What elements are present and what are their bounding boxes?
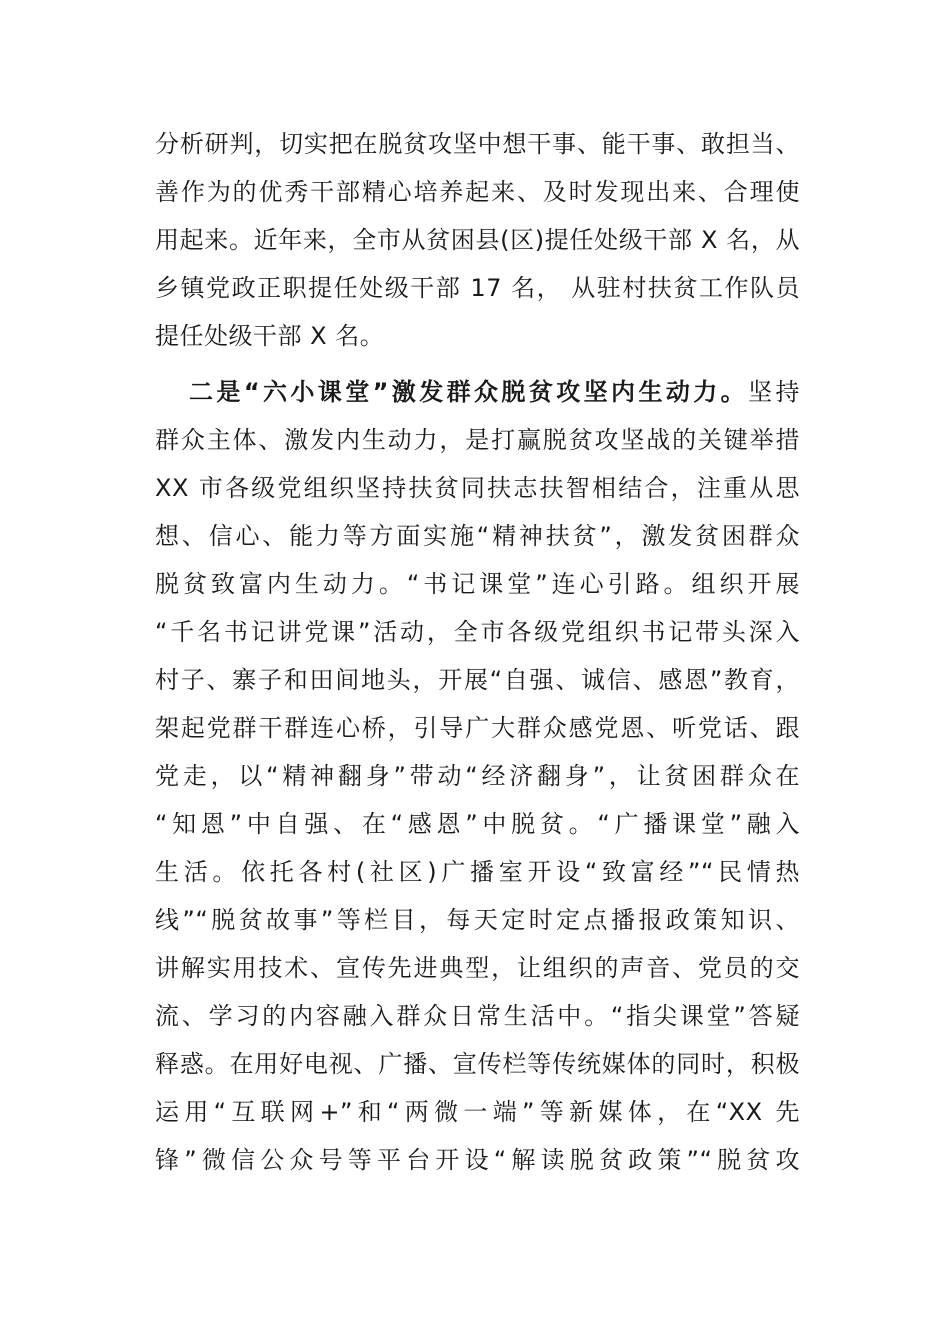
paragraph-1 [155, 120, 800, 360]
text-line: 释惑。在用好电视、广播、宣传栏等传统媒体的同时，积极 [155, 1050, 800, 1078]
text-line: 锋”微信公众号等平台开设“解读脱贫政策”“脱贫攻 [155, 1146, 800, 1174]
text-line: 党走，以“精神翻身”带动“经济翻身”，让贫困群众在 [155, 762, 800, 790]
text-line: 用起来。近年来，全市从贫困县(区)提任处级干部 X 名，从 [155, 226, 800, 254]
text-line: 流、学习的内容融入群众日常生活中。“指尖课堂”答疑 [155, 1002, 800, 1030]
text-line: 善作为的优秀干部精心培养起来、及时发现出来、合理使 [155, 178, 800, 206]
text-line: 线”“脱贫故事”等栏目，每天定时定点播报政策知识、 [155, 906, 800, 934]
paragraph-2 [155, 368, 800, 1184]
text-line: 分析研判，切实把在脱贫攻坚中想干事、能干事、敢担当、 [155, 130, 800, 158]
text-line: 乡镇党政正职提任处级干部 17 名， 从驻村扶贫工作队员 [155, 274, 800, 302]
paragraph-spacer [155, 360, 800, 368]
text-line: 村子、寨子和田间地头，开展“自强、诚信、感恩”教育， [155, 666, 800, 694]
text-line: 脱贫致富内生动力。“书记课堂”连心引路。组织开展 [155, 570, 800, 598]
document-body [155, 120, 800, 1184]
heading-continuation: 坚持 [748, 378, 801, 406]
text-line: XX 市各级党组织坚持扶贫同扶志扶智相结合，注重从思 [155, 474, 800, 502]
text-line: 生活。依托各村(社区)广播室开设“致富经”“民情热 [155, 858, 800, 886]
text-line: 想、信心、能力等方面实施“精神扶贫”，激发贫困群众 [155, 522, 800, 550]
text-line: “知恩”中自强、在“感恩”中脱贫。“广播课堂”融入 [155, 810, 800, 838]
text-line: 讲解实用技术、宣传先进典型，让组织的声音、党员的交 [155, 954, 800, 982]
text-line: 群众主体、激发内生动力，是打赢脱贫攻坚战的关键举措 [155, 426, 800, 454]
text-line: 提任处级干部 X 名。 [155, 322, 385, 350]
text-line: 运用“互联网+”和“两微一端”等新媒体，在“XX 先 [155, 1098, 800, 1126]
text-line: “千名书记讲党课”活动，全市各级党组织书记带头深入 [155, 618, 800, 646]
text-line [155, 368, 800, 416]
paragraph-heading: 二是“六小课堂”激发群众脱贫攻坚内生动力。 [189, 378, 749, 406]
text-line: 架起党群干群连心桥，引导广大群众感党恩、听党话、跟 [155, 714, 800, 742]
